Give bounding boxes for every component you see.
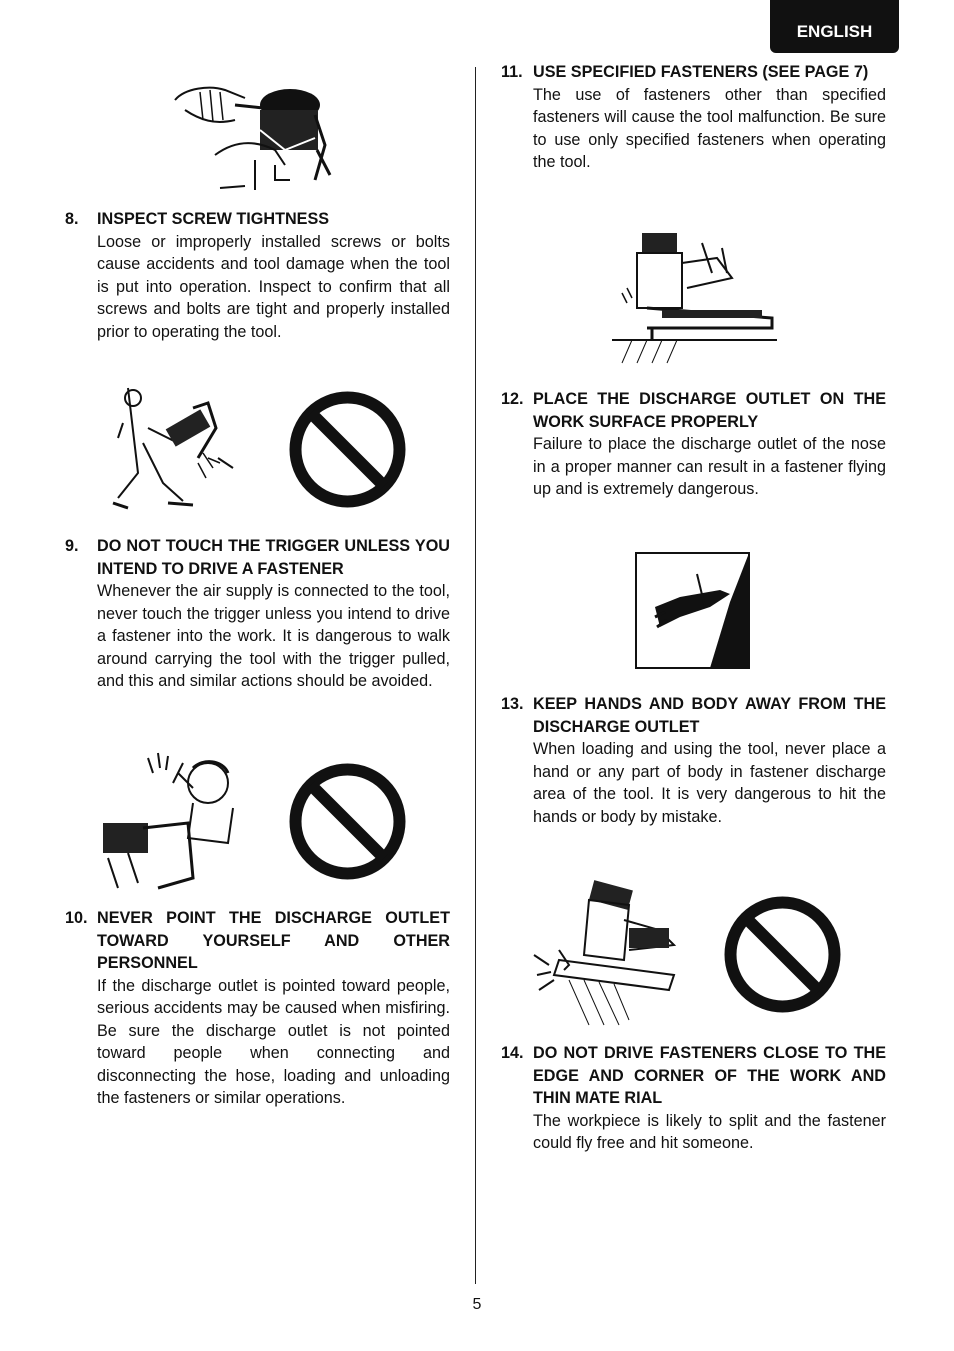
prohibition-icon <box>289 763 406 880</box>
edge-nailing-illustration <box>529 880 679 1028</box>
section-number: 11. <box>501 63 523 81</box>
section-body: If the discharge outlet is pointed toward people, serious accidents may be caused when misfiring. Be sure the discharge outlet is not pointed toward people when connecting and disconnecting the hose, loading and unloading the fasteners or similar operations. <box>97 976 450 1107</box>
section-13 <box>501 693 886 828</box>
section-body: Failure to place the discharge outlet of the nose in a proper manner can result in a fastener flying up and is extremely dangerous. <box>533 435 886 498</box>
section-title: INSPECT SCREW TIGHTNESS <box>97 210 330 228</box>
section-number: 14. <box>501 1044 524 1062</box>
section-title: PLACE THE DISCHARGE OUTLET ON THE WORK SURFACE PROPERLY <box>533 390 886 431</box>
section-14 <box>501 1042 886 1155</box>
screw-tightening-illustration <box>165 80 345 195</box>
nailer-on-surface-illustration <box>612 228 777 368</box>
section-body: Whenever the air supply is connected to the tool, never touch the trigger unless you intend to drive a fastener into the work. It is dangerous to walk around carrying the tool with the trigger pulled, and this and similar actions should be avoided. <box>97 582 450 690</box>
section-number: 12. <box>501 390 524 408</box>
section-8 <box>65 208 450 343</box>
section-title: KEEP HANDS AND BODY AWAY FROM THE DISCHARGE OUTLET <box>533 695 886 736</box>
section-title: NEVER POINT THE DISCHARGE OUTLET TOWARD YOURSELF AND OTHER PERSONNEL <box>97 909 450 972</box>
section-number: 8. <box>65 210 79 228</box>
section-body: Loose or improperly installed screws or bolts cause accidents and tool damage when the tool is put into operation. Inspect to confirm that all screws and bolts are tight and properly installed prior to operating the tool. <box>97 232 450 341</box>
section-body: The use of fasteners other than specified fasteners will cause the tool malfunction. Be sure to use only specified fasteners when operating the tool. <box>533 85 886 171</box>
section-title: USE SPECIFIED FASTENERS (SEE PAGE 7) <box>533 63 869 81</box>
section-number: 9. <box>65 537 79 555</box>
section-title: DO NOT TOUCH THE TRIGGER UNLESS YOU INTEND TO DRIVE A FASTENER <box>97 537 450 578</box>
section-10 <box>65 907 450 1110</box>
section-number: 13. <box>501 695 524 713</box>
section-body: When loading and using the tool, never place a hand or any part of body in fastener discharge area of the tool. It is very dangerous to hit the hands or body by mistake. <box>533 740 886 826</box>
section-9 <box>65 535 450 693</box>
page-number: 5 <box>472 1296 482 1313</box>
section-11 <box>501 61 886 174</box>
prohibition-icon <box>289 391 406 508</box>
section-12 <box>501 388 886 501</box>
section-body: The workpiece is likely to split and the fastener could fly free and hit someone. <box>533 1111 886 1152</box>
language-tab: ENGLISH <box>770 0 899 53</box>
pointing-at-person-illustration <box>98 748 238 893</box>
section-title: DO NOT DRIVE FASTENERS CLOSE TO THE EDGE AND CORNER OF THE WORK AND THIN MATE RIAL <box>533 1044 886 1107</box>
column-divider <box>475 67 476 1284</box>
hand-warning-illustration <box>635 552 750 669</box>
section-number: 10. <box>65 909 88 927</box>
walking-with-tool-illustration <box>98 383 243 513</box>
prohibition-icon <box>724 896 841 1013</box>
